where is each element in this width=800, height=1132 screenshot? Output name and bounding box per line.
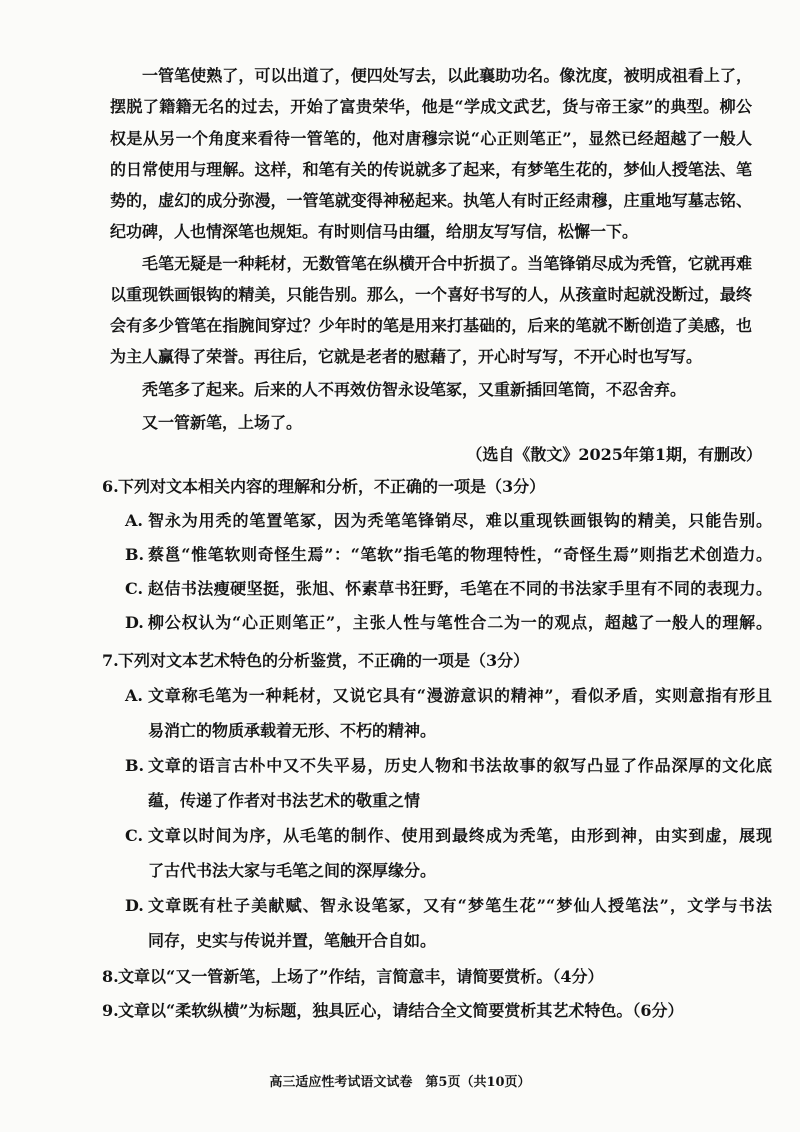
question-number: 9. — [102, 1001, 119, 1020]
passage-line: 以重现铁画银钩的精美，只能告别。那么，一个喜好书写的人，从孩童时起就没断过，最终 — [110, 284, 752, 304]
passage-text-part-2 — [110, 340, 752, 439]
question-text: 文章以“又一管新笔，上场了”作结，言简意丰，请简要赏析。（4分） — [118, 967, 604, 986]
option-text: 智永为用秃的笔置笔冢，因为秃笔笔锋销尽，难以重现铁画银钩的精美，只能告别。 — [148, 511, 772, 530]
option-d — [102, 606, 772, 640]
passage-line: 会有多少管笔在指腕间穿过？少年时的笔是用来打基础的，后来的笔就不断创造了美感，也 — [110, 316, 752, 335]
option-label: A. — [125, 686, 143, 705]
option-text-continued: 蕴，传递了作者对书法艺术的敬重之情 — [148, 791, 421, 810]
passage-line: 势的，虚幻的成分弥漫，一管笔就变得神秘起来。执笔人有时正经肃穆，庄重地写墓志铭、 — [110, 191, 752, 210]
questions-8-9 — [102, 960, 772, 1028]
passage-line: 的日常使用与理解。这样，和笔有关的传说就多了起来，有梦笔生花的，梦仙人授笔法、笔 — [110, 159, 752, 179]
option-text: 文章既有杜子美献赋、智永设笔冢，又有“梦笔生花”“梦仙人授笔法”，文学与书法 — [148, 896, 772, 915]
option-text-continued: 易消亡的物质承载着无形、不朽的精神。 — [148, 721, 437, 740]
option-label: A. — [125, 511, 143, 530]
question-text: 下列对文本相关内容的理解和分析，不正确的一项是（3分） — [118, 477, 546, 496]
question-number: 6. — [102, 477, 119, 496]
option-text: 文章的语言古朴中又不失平易，历史人物和书法故事的叙写凸显了作品深厚的文化底 — [148, 756, 772, 775]
passage-line: 秃笔多了起来。后来的人不再效仿智永设笔冢，又重新插回笔筒，不忍舍弃。 — [142, 380, 687, 399]
question-text: 下列对文本艺术特色的分析鉴赏，不正确的一项是（3分） — [118, 651, 530, 670]
option-text: 蔡邕“惟笔软则奇怪生焉”：“笔软”指毛笔的物理特性，“奇怪生焉”则指艺术创造力。 — [148, 545, 772, 564]
option-d — [102, 888, 772, 923]
passage-line: 又一管新笔，上场了。 — [142, 413, 303, 432]
question-stem — [102, 470, 772, 504]
question-stem — [102, 643, 772, 678]
passage-line: 纪功碑，人也情深笔也规矩。有时则信马由缰，给朋友写写信，松懈一下。 — [110, 222, 639, 242]
option-label: D. — [125, 613, 144, 632]
question-6 — [102, 470, 772, 640]
passage-line: 摆脱了籍籍无名的过去，开始了富贵荣华，他是“学成文武艺，货与帝王家”的典型。柳公 — [110, 97, 752, 117]
question-9 — [102, 994, 772, 1028]
passage-line: 为主人赢得了荣誉。再往后，它就是老者的慰藉了，开心时写写，不开心时也写写。 — [110, 347, 703, 366]
passage-source: （选自《散文》2025年第1期，有删改） — [466, 445, 762, 464]
question-7 — [102, 643, 772, 958]
option-a — [102, 504, 772, 538]
question-number: 8. — [102, 967, 119, 986]
option-b — [102, 538, 772, 572]
passage-line: 一管笔使熟了，可以出道了，便四处写去，以此襄助功名。像沈度，被明成祖看上了， — [142, 66, 752, 85]
passage-text-part-1 — [110, 60, 752, 341]
option-text-continued: 了古代书法大家与毛笔之间的深厚缘分。 — [148, 861, 437, 880]
option-label: C. — [125, 826, 144, 845]
option-text: 柳公权认为“心正则笔正”，主张人性与笔性合二为一的观点，超越了一般人的理解。 — [148, 613, 772, 632]
question-8 — [102, 960, 772, 994]
option-label: B. — [125, 545, 145, 564]
passage-line: 权是从另一个角度来看待一管笔的，他对唐穆宗说“心正则笔正”，显然已经超越了一般人 — [110, 128, 752, 148]
question-text: 文章以“柔软纵横”为标题，独具匠心，请结合全文简要赏析其艺术特色。（6分） — [118, 1001, 684, 1020]
question-number: 7. — [102, 651, 119, 670]
option-text: 赵佶书法瘦硬坚挺，张旭、怀素草书狂野，毛笔在不同的书法家手里有不同的表现力。 — [148, 579, 772, 598]
option-label: B. — [125, 756, 145, 775]
option-label: C. — [125, 579, 144, 598]
option-label: D. — [125, 896, 144, 915]
option-c — [102, 572, 772, 606]
option-text: 文章称毛笔为一种耗材，又说它具有“漫游意识的精神”，看似矛盾，实则意指有形且 — [148, 686, 772, 705]
option-c — [102, 818, 772, 853]
passage-line: 毛笔无疑是一种耗材，无数管笔在纵横开合中折损了。当笔锋销尽成为秃管，它就再难 — [142, 253, 752, 273]
page-footer: 高三适应性考试语文试卷 第5页（共10页） — [269, 1075, 531, 1090]
option-a — [102, 678, 772, 713]
option-b — [102, 748, 772, 783]
option-text-continued: 同存，史实与传说并置，笔触开合自如。 — [148, 931, 437, 950]
option-text: 文章以时间为序，从毛笔的制作、使用到最终成为秃笔，由形到神，由实到虚，展现 — [148, 826, 772, 845]
